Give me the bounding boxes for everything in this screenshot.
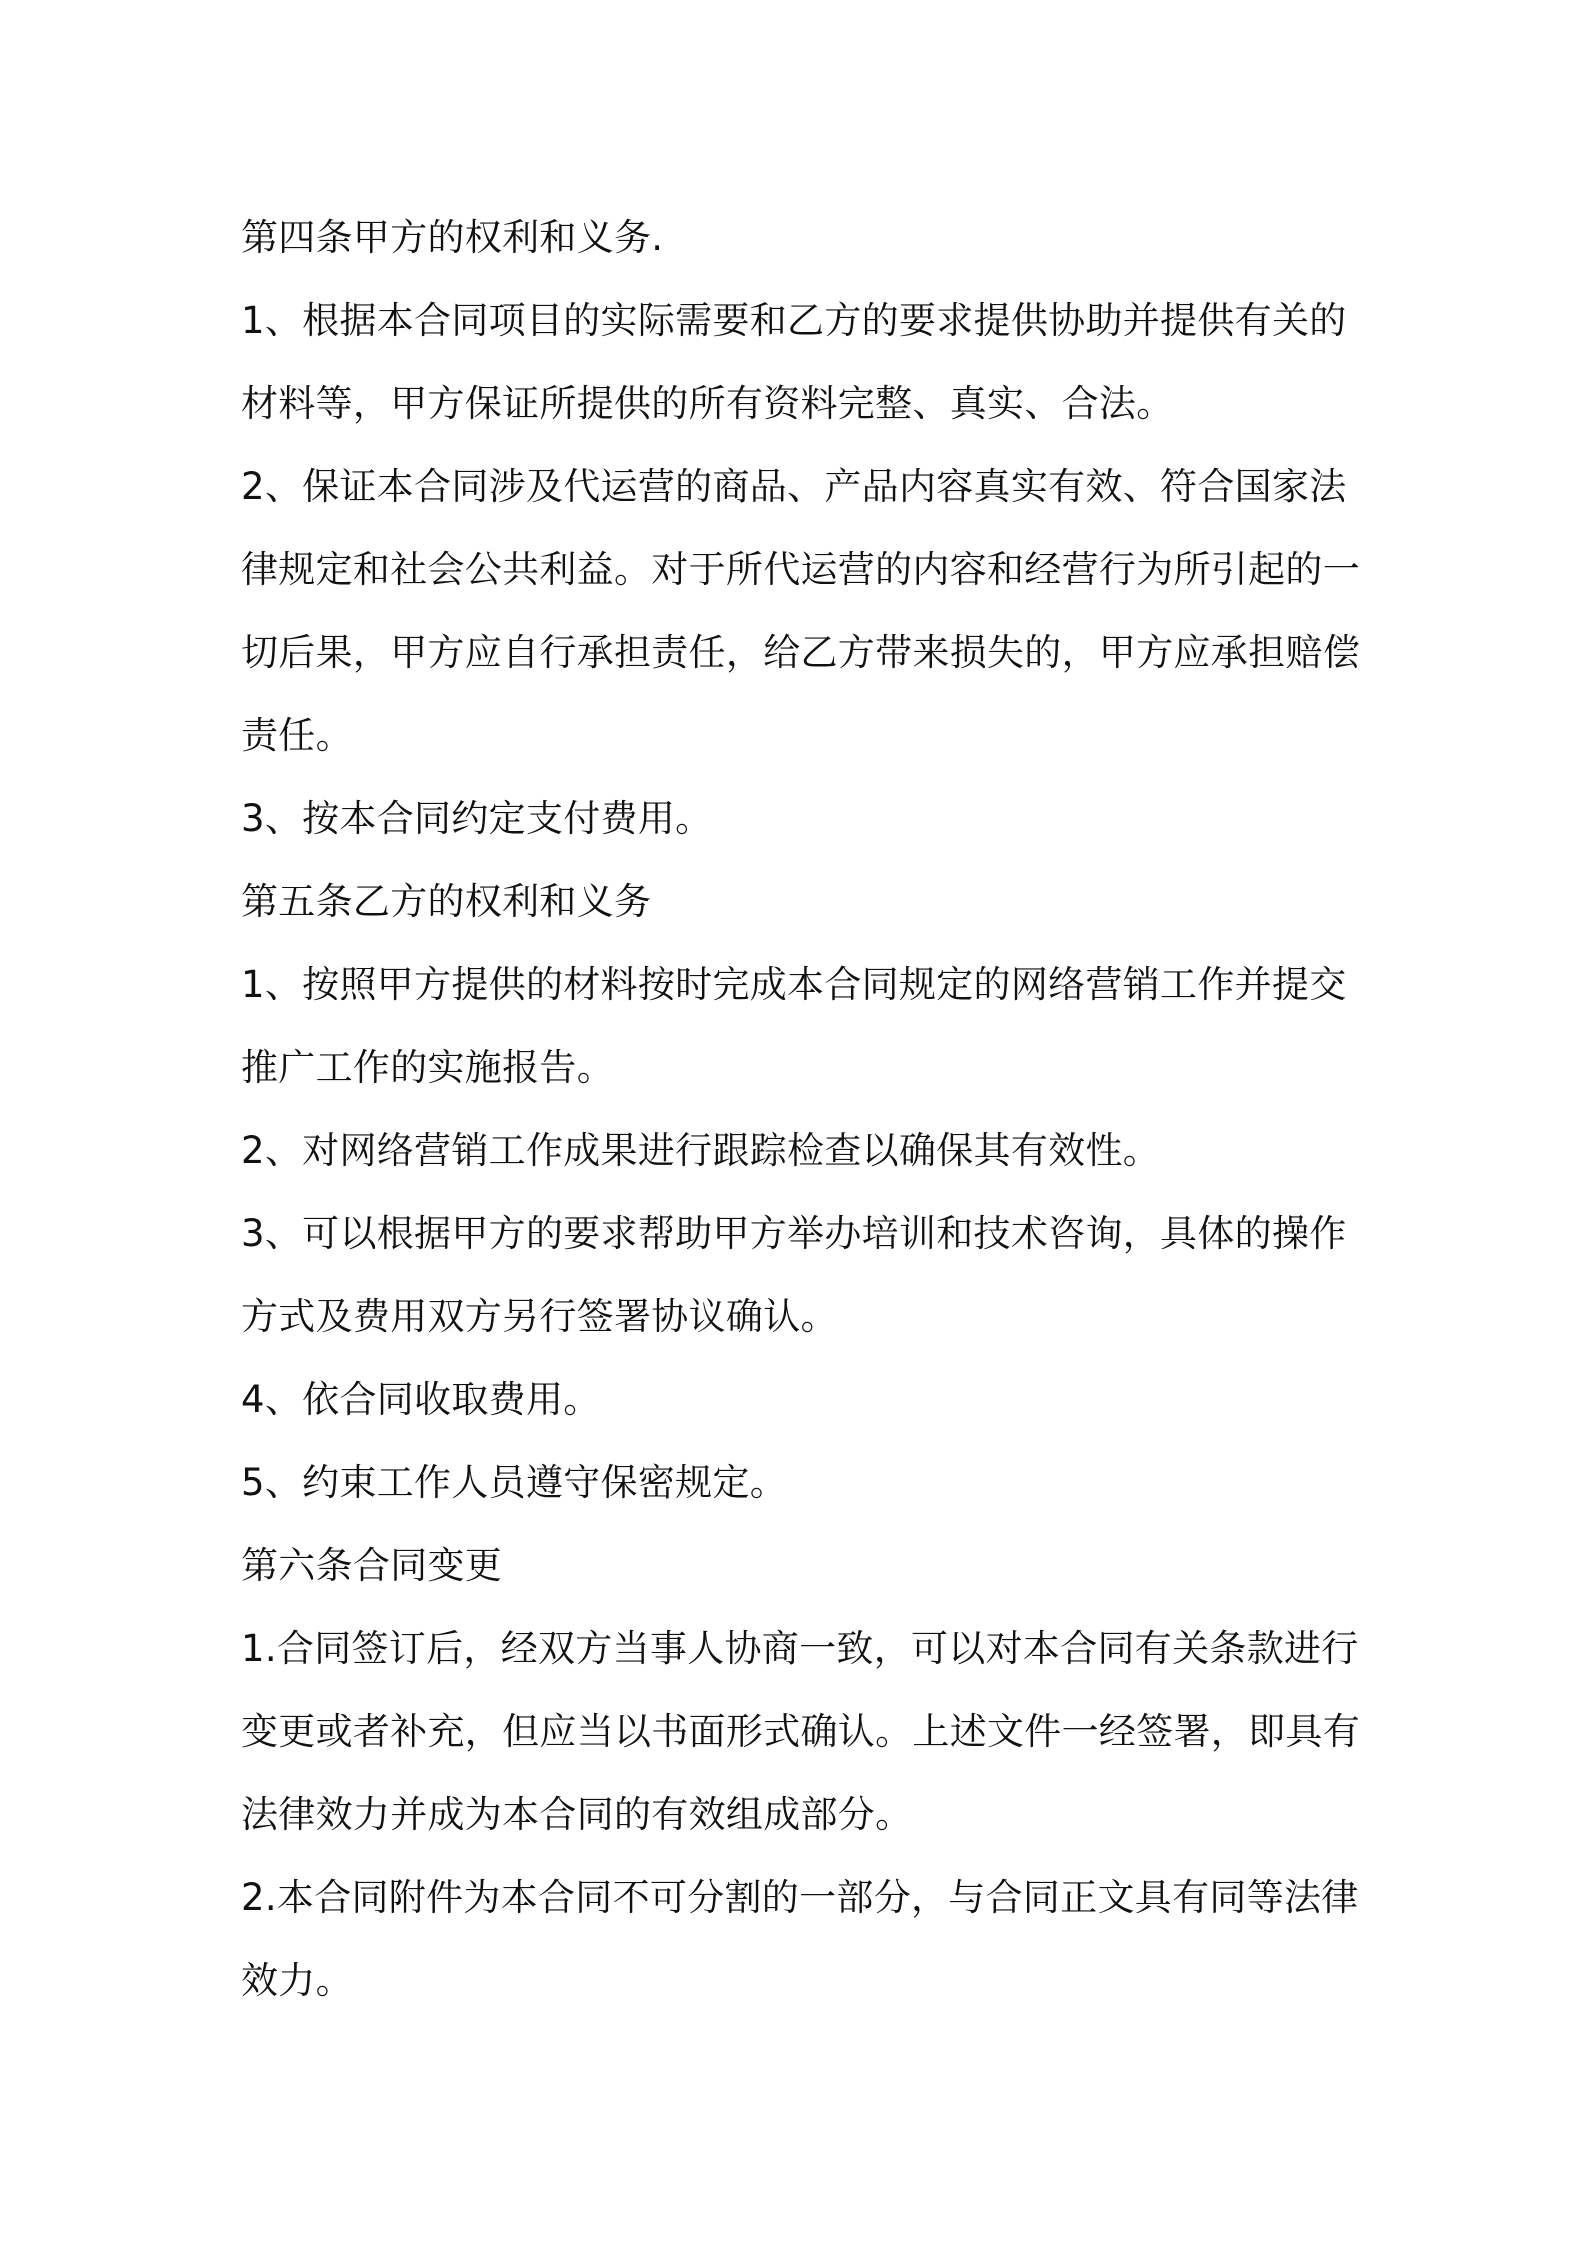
article-6-heading: 第六条合同变更 (241, 1544, 503, 1587)
article-6-item-1-line-3: 法律效力并成为本合同的有效组成部分。 (241, 1793, 913, 1836)
article-6-item-2-line-2: 效力。 (241, 1959, 353, 2002)
article-5-item-5: 5、约束工作人员遵守保密规定。 (241, 1461, 788, 1504)
article-4-item-3: 3、按本合同约定支付费用。 (241, 797, 713, 840)
article-4-heading: 第四条甲方的权利和义务. (241, 216, 664, 259)
article-5-heading: 第五条乙方的权利和义务 (241, 880, 652, 923)
article-5-item-4: 4、依合同收取费用。 (241, 1378, 601, 1421)
article-4-item-2-line-4: 责任。 (241, 714, 353, 757)
article-4-item-2-line-1: 2、保证本合同涉及代运营的商品、产品内容真实有效、符合国家法 (241, 465, 1347, 508)
article-4-item-2-line-3: 切后果，甲方应自行承担责任，给乙方带来损失的，甲方应承担赔偿 (241, 631, 1360, 674)
article-4-item-2-line-2: 律规定和社会公共利益。对于所代运营的内容和经营行为所引起的一 (241, 548, 1360, 591)
article-5-item-3-line-1: 3、可以根据甲方的要求帮助甲方举办培训和技术咨询，具体的操作 (241, 1212, 1347, 1255)
article-4-item-1-line-2: 材料等，甲方保证所提供的所有资料完整、真实、合法。 (241, 382, 1174, 425)
article-6-item-1-line-1: 1.合同签订后，经双方当事人协商一致，可以对本合同有关条款进行 (241, 1627, 1359, 1670)
article-5-item-1-line-1: 1、按照甲方提供的材料按时完成本合同规定的网络营销工作并提交 (241, 963, 1347, 1006)
article-6-item-2-line-1: 2.本合同附件为本合同不可分割的一部分，与合同正文具有同等法律 (241, 1876, 1359, 1919)
article-5-item-1-line-2: 推广工作的实施报告。 (241, 1046, 614, 1089)
article-4-item-1-line-1: 1、根据本合同项目的实际需要和乙方的要求提供协助并提供有关的 (241, 299, 1347, 342)
article-5-item-2: 2、对网络营销工作成果进行跟踪检查以确保其有效性。 (241, 1129, 1161, 1172)
article-6-item-1-line-2: 变更或者补充，但应当以书面形式确认。上述文件一经签署，即具有 (241, 1710, 1360, 1753)
contract-text (241, 196, 1360, 2022)
article-5-item-3-line-2: 方式及费用双方另行签署协议确认。 (241, 1295, 838, 1338)
